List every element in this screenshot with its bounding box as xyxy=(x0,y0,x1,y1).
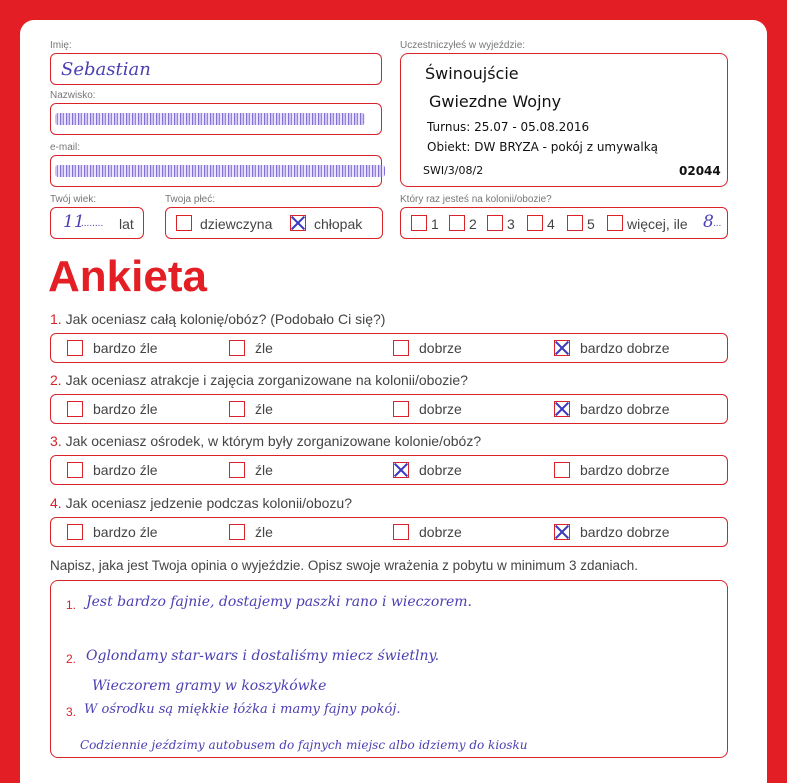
checkbox-count-5[interactable] xyxy=(567,215,583,231)
rating-checkbox[interactable] xyxy=(554,524,570,540)
rating-option: źle xyxy=(255,340,273,356)
rating-option: bardzo źle xyxy=(93,340,158,356)
rating-checkbox[interactable] xyxy=(554,340,570,356)
question-3 xyxy=(50,433,481,449)
age-dots: ........ xyxy=(81,218,104,229)
rating-option: bardzo dobrze xyxy=(580,401,670,417)
rating-checkbox[interactable] xyxy=(229,340,245,356)
checkbox-boy[interactable] xyxy=(290,215,306,231)
option-count-more: więcej, ile xyxy=(627,216,688,232)
rating-option: bardzo dobrze xyxy=(580,340,670,356)
age-unit: lat xyxy=(119,216,134,232)
question-number: 2. xyxy=(50,372,62,388)
count-more-value: 8 xyxy=(703,212,714,232)
rating-checkbox[interactable] xyxy=(229,462,245,478)
surname-label: Nazwisko: xyxy=(50,90,96,101)
rating-checkbox[interactable] xyxy=(229,401,245,417)
gender-field xyxy=(165,207,383,239)
rating-row-2 xyxy=(50,394,728,424)
rating-row-4 xyxy=(50,517,728,547)
redaction-scribble xyxy=(55,113,365,125)
rating-checkbox[interactable] xyxy=(554,462,570,478)
rating-option: bardzo źle xyxy=(93,462,158,478)
trip-label: Uczestniczyłeś w wyjeździe: xyxy=(400,40,526,51)
question-number: 1. xyxy=(50,311,62,327)
redaction-scribble xyxy=(55,165,385,177)
rating-checkbox[interactable] xyxy=(393,462,409,478)
checkbox-girl[interactable] xyxy=(176,215,192,231)
rating-checkbox[interactable] xyxy=(393,401,409,417)
count-more-dots: ... xyxy=(713,218,722,229)
option-count-1: 1 xyxy=(431,216,439,232)
checkbox-count-3[interactable] xyxy=(487,215,503,231)
email-label: e-mail: xyxy=(50,142,81,153)
rating-checkbox[interactable] xyxy=(393,524,409,540)
question-1 xyxy=(50,311,385,327)
trip-number: 02044 xyxy=(679,164,721,178)
rating-checkbox[interactable] xyxy=(229,524,245,540)
question-text: Jak oceniasz atrakcje i zajęcia zorganizowane na kolonii/obozie? xyxy=(61,372,468,388)
gender-label: Twoja płeć: xyxy=(165,194,216,205)
opinion-line: Oglondamy star-wars i dostaliśmy miecz świetlny. xyxy=(86,648,440,664)
rating-checkbox[interactable] xyxy=(67,401,83,417)
trip-box xyxy=(400,53,728,187)
rating-option: źle xyxy=(255,462,273,478)
opinion-line-number: 1. xyxy=(66,598,77,612)
checkbox-count-2[interactable] xyxy=(449,215,465,231)
trip-code: SWI/3/08/2 xyxy=(423,164,484,177)
rating-option: dobrze xyxy=(419,401,462,417)
checkbox-count-more[interactable] xyxy=(607,215,623,231)
surname-field[interactable] xyxy=(50,103,382,135)
opinion-prompt: Napisz, jaka jest Twoja opinia o wyjeździe. Opisz swoje wrażenia z pobytu w minimum 3 zdaniach. xyxy=(50,558,639,573)
question-number: 3. xyxy=(50,433,62,449)
opinion-line: Jest bardzo fajnie, dostajemy paszki rano i wieczorem. xyxy=(86,594,472,610)
option-count-2: 2 xyxy=(469,216,477,232)
option-count-3: 3 xyxy=(507,216,515,232)
trip-object: Obiekt: DW BRYZA - pokój z umywalką xyxy=(427,140,659,154)
rating-option: źle xyxy=(255,401,273,417)
survey-title: Ankieta xyxy=(48,252,207,301)
question-text: Jak oceniasz ośrodek, w którym były zorganizowane kolonie/obóz? xyxy=(61,433,482,449)
checkbox-count-4[interactable] xyxy=(527,215,543,231)
trip-city: Świnoujście xyxy=(425,64,519,83)
option-boy: chłopak xyxy=(314,216,363,232)
opinion-line: Wieczorem gramy w koszykówke xyxy=(92,678,327,694)
age-value: 11 xyxy=(63,212,85,232)
rating-checkbox[interactable] xyxy=(554,401,570,417)
age-field[interactable] xyxy=(50,207,144,239)
age-label: Twój wiek: xyxy=(50,194,97,205)
question-number: 4. xyxy=(50,495,62,511)
question-text: Jak oceniasz całą kolonię/obóz? (Podobało Ci się?) xyxy=(61,311,386,327)
rating-row-3 xyxy=(50,455,728,485)
option-count-4: 4 xyxy=(547,216,555,232)
rating-option: bardzo źle xyxy=(93,401,158,417)
checkbox-count-1[interactable] xyxy=(411,215,427,231)
rating-option: bardzo źle xyxy=(93,524,158,540)
question-2 xyxy=(50,372,468,388)
count-field xyxy=(400,207,728,239)
rating-checkbox[interactable] xyxy=(393,340,409,356)
trip-theme: Gwiezdne Wojny xyxy=(429,92,562,111)
rating-option: źle xyxy=(255,524,273,540)
email-field[interactable] xyxy=(50,155,382,187)
question-4 xyxy=(50,495,352,511)
name-value: Sebastian xyxy=(61,59,151,80)
opinion-line: W ośrodku są miękkie łóżka i mamy fajny pokój. xyxy=(84,702,401,717)
rating-checkbox[interactable] xyxy=(67,524,83,540)
count-label: Który raz jesteś na kolonii/obozie? xyxy=(400,194,552,205)
question-text: Jak oceniasz jedzenie podczas kolonii/obozu? xyxy=(61,495,352,511)
name-field[interactable] xyxy=(50,53,382,85)
opinion-line: Codziennie jeździmy autobusem do fajnych miejsc albo idziemy do kiosku xyxy=(80,738,528,752)
rating-checkbox[interactable] xyxy=(67,462,83,478)
rating-option: dobrze xyxy=(419,524,462,540)
opinion-line-number: 2. xyxy=(66,652,77,666)
rating-option: dobrze xyxy=(419,462,462,478)
trip-turnus: Turnus: 25.07 - 05.08.2016 xyxy=(427,120,590,134)
rating-checkbox[interactable] xyxy=(67,340,83,356)
opinion-line-number: 3. xyxy=(66,705,77,719)
rating-option: dobrze xyxy=(419,340,462,356)
rating-option: bardzo dobrze xyxy=(580,524,670,540)
option-count-5: 5 xyxy=(587,216,595,232)
rating-option: bardzo dobrze xyxy=(580,462,670,478)
option-girl: dziewczyna xyxy=(200,216,273,232)
name-label: Imię: xyxy=(50,40,72,51)
rating-row-1 xyxy=(50,333,728,363)
